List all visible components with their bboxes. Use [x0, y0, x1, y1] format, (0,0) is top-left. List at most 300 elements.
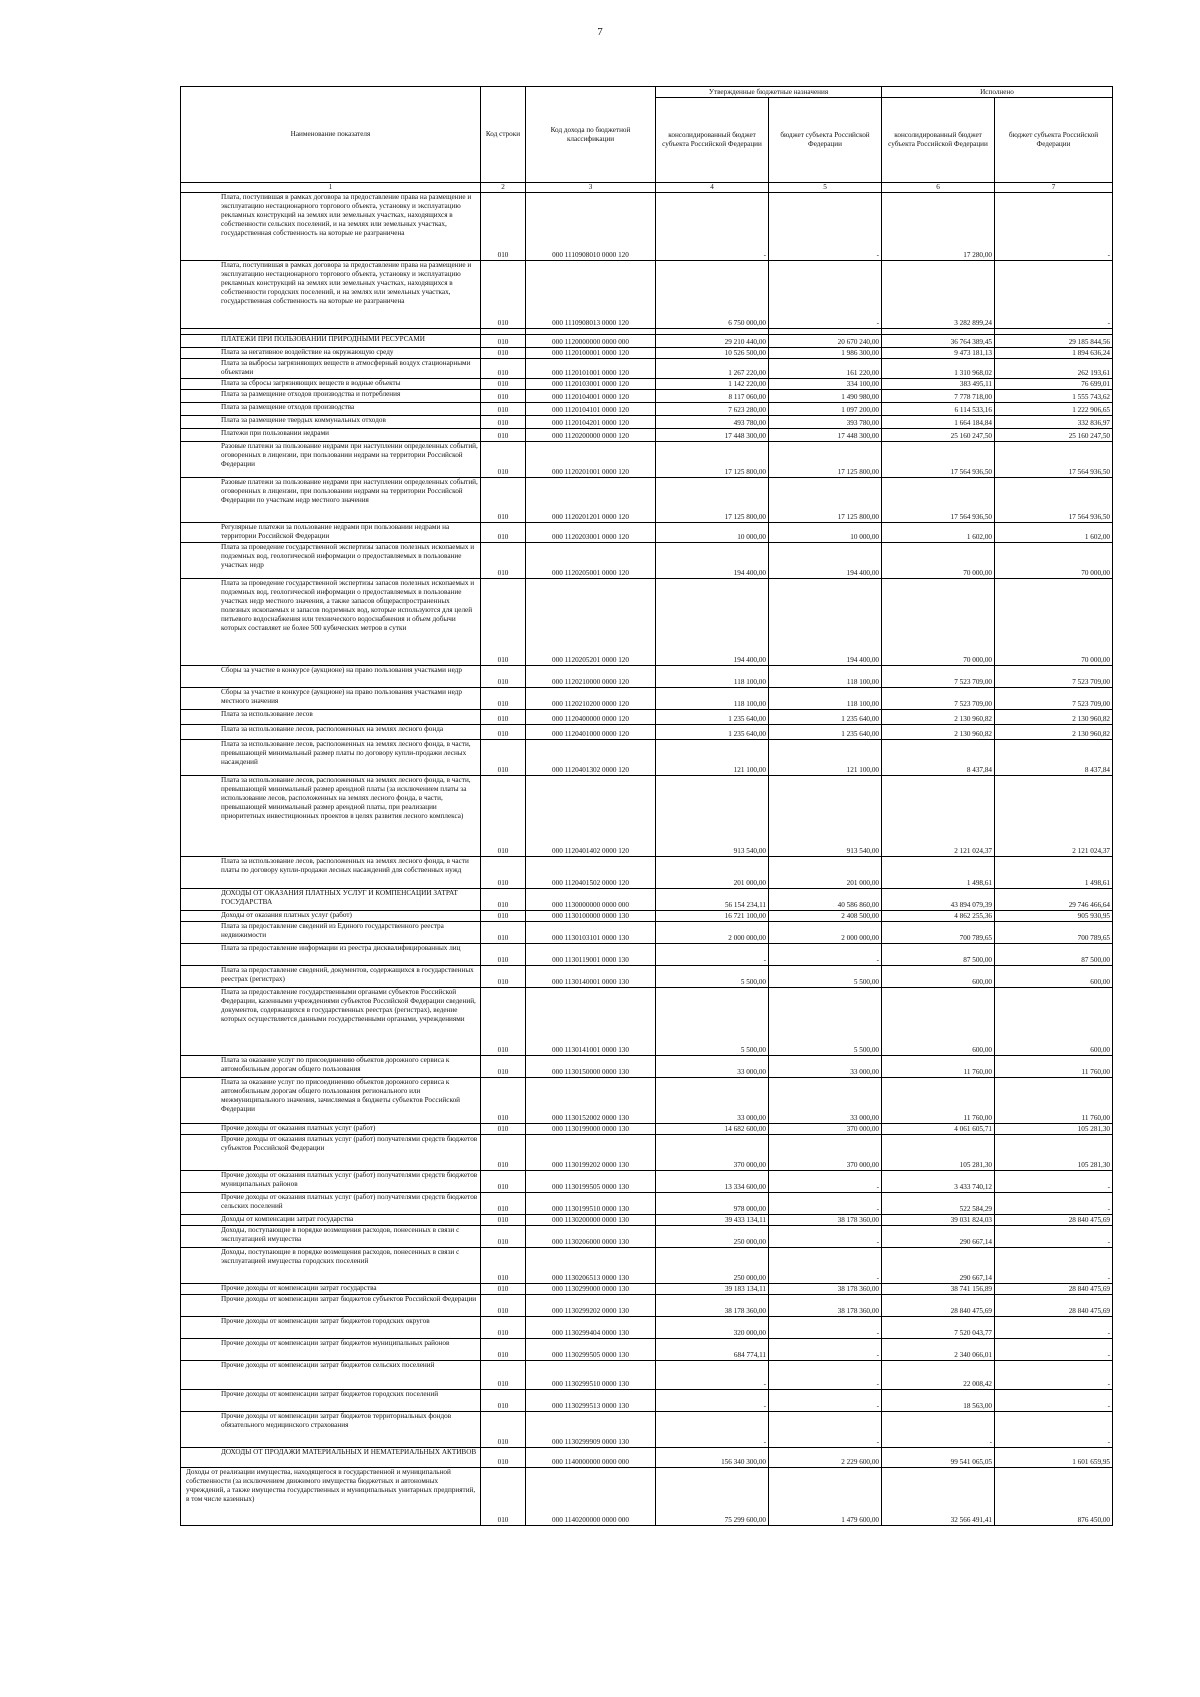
row-code-cell: 010 [481, 857, 526, 889]
row-name-cell [181, 922, 481, 944]
executed-subject-cell: 105 281,30 [995, 1124, 1113, 1135]
executed-consolidated-cell: 700 789,65 [882, 922, 995, 944]
approved-subject-cell: 17 125 800,00 [769, 442, 882, 478]
approved-consolidated-cell: 194 400,00 [656, 543, 769, 579]
row-name-text: Регулярные платежи за пользование недрами при пользовании недрами на территории Российской Федерации [221, 523, 450, 540]
row-name-text: Прочие доходы от оказания платных услуг (работ) получателями средств бюджетов субъектов Российской Федерации [221, 1135, 478, 1152]
row-code-cell: 010 [481, 988, 526, 1056]
approved-consolidated-cell: 10 000,00 [656, 523, 769, 543]
col-num: 5 [769, 183, 882, 193]
header-approved-group: Утвержденные бюджетные назначения [656, 87, 882, 98]
approved-subject-cell: 118 100,00 [769, 688, 882, 710]
executed-consolidated-cell: - [882, 1412, 995, 1448]
executed-consolidated-cell: 17 564 936,50 [882, 478, 995, 523]
table-row [181, 922, 1113, 944]
table-row [181, 710, 1113, 725]
executed-subject-cell: 25 160 247,50 [995, 429, 1113, 442]
executed-consolidated-cell: 87 500,00 [882, 944, 995, 966]
table-row [181, 1226, 1113, 1248]
executed-consolidated-cell: 6 114 533,16 [882, 403, 995, 416]
approved-consolidated-cell: 39 433 134,11 [656, 1215, 769, 1226]
row-name-cell [181, 261, 481, 329]
approved-consolidated-cell: 39 183 134,11 [656, 1284, 769, 1295]
row-kbk-cell: 000 1130299513 0000 130 [526, 1390, 656, 1412]
executed-consolidated-cell: 600,00 [882, 988, 995, 1056]
executed-subject-cell: 87 500,00 [995, 944, 1113, 966]
row-name-cell [181, 988, 481, 1056]
row-kbk-cell: 000 1130141001 0000 130 [526, 988, 656, 1056]
executed-consolidated-cell: 2 130 960,82 [882, 725, 995, 740]
row-kbk-cell: 000 1130100000 0000 130 [526, 911, 656, 922]
row-kbk-cell: 000 1120205201 0000 120 [526, 579, 656, 666]
row-name-text: Плата за выбросы загрязняющих веществ в атмосферный воздух стационарными объектами [221, 359, 471, 376]
row-code-cell: 010 [481, 1412, 526, 1448]
approved-consolidated-cell: 201 000,00 [656, 857, 769, 889]
table-row [181, 1056, 1113, 1078]
table-row [181, 988, 1113, 1056]
executed-consolidated-cell: 11 760,00 [882, 1056, 995, 1078]
report-body [181, 193, 1113, 1526]
row-name-text: Плата, поступившая в рамках договора за предоставление права на размещение и эксплуатацию нестационарного торгового объекта, установку и эксплуатацию рекламных конструкций на землях или земельных участках, находящихся в собственности городских поселений, и на землях или земельных участках, государственная собственность на которые не разграничена [221, 261, 472, 305]
approved-consolidated-cell: 14 682 600,00 [656, 1124, 769, 1135]
executed-consolidated-cell: 383 495,11 [882, 379, 995, 390]
row-kbk-cell: 000 1120401302 0000 120 [526, 740, 656, 776]
approved-consolidated-cell: 6 750 000,00 [656, 261, 769, 329]
executed-consolidated-cell: 7 523 709,00 [882, 666, 995, 688]
executed-consolidated-cell: 18 563,00 [882, 1390, 995, 1412]
approved-consolidated-cell: - [656, 944, 769, 966]
row-code-cell: 010 [481, 442, 526, 478]
approved-consolidated-cell: 1 267 220,00 [656, 359, 769, 379]
approved-consolidated-cell: 156 340 300,00 [656, 1448, 769, 1468]
row-name-cell [181, 725, 481, 740]
approved-subject-cell: - [769, 193, 882, 261]
row-name-cell [181, 966, 481, 988]
row-name-cell [181, 1056, 481, 1078]
approved-subject-cell: 194 400,00 [769, 543, 882, 579]
row-name-cell [181, 688, 481, 710]
row-kbk-cell: 000 1130199510 0000 130 [526, 1193, 656, 1215]
table-row [181, 1468, 1113, 1526]
table-row [181, 1171, 1113, 1193]
row-name-cell [181, 1284, 481, 1295]
row-name-cell [181, 1361, 481, 1390]
row-code-cell: 010 [481, 1124, 526, 1135]
approved-subject-cell: 38 178 360,00 [769, 1284, 882, 1295]
table-row [181, 261, 1113, 329]
executed-consolidated-cell: 1 664 184,84 [882, 416, 995, 429]
row-code-cell: 010 [481, 966, 526, 988]
executed-subject-cell: 1 222 906,65 [995, 403, 1113, 416]
approved-consolidated-cell: 56 154 234,11 [656, 889, 769, 911]
row-code-cell: 010 [481, 688, 526, 710]
row-name-text: Прочие доходы от оказания платных услуг (работ) [221, 1124, 376, 1132]
row-name-text: Плата за размещение твердых коммунальных отходов [221, 416, 386, 424]
approved-consolidated-cell: 1 235 640,00 [656, 710, 769, 725]
approved-subject-cell: - [769, 1390, 882, 1412]
row-name-text: Плата за предоставление сведений, документов, содержащихся в государственных реестрах (регистрах) [221, 966, 474, 983]
row-code-cell: 010 [481, 1193, 526, 1215]
executed-subject-cell: - [995, 261, 1113, 329]
approved-subject-cell: 33 000,00 [769, 1056, 882, 1078]
table-row [181, 1412, 1113, 1448]
row-name-text: Разовые платежи за пользование недрами при наступлении определенных событий, оговоренных в лицензии, при пользовании недрами на территории Российской Федерации по участкам недр местного значения [221, 478, 478, 504]
row-code-cell: 010 [481, 1215, 526, 1226]
executed-consolidated-cell: 9 473 181,13 [882, 348, 995, 359]
row-code-cell: 010 [481, 666, 526, 688]
executed-subject-cell: 700 789,65 [995, 922, 1113, 944]
approved-subject-cell: - [769, 1248, 882, 1284]
executed-consolidated-cell: 600,00 [882, 966, 995, 988]
approved-consolidated-cell: 320 000,00 [656, 1317, 769, 1339]
approved-consolidated-cell: 978 000,00 [656, 1193, 769, 1215]
row-code-cell: 010 [481, 1390, 526, 1412]
row-kbk-cell: 000 1140200000 0000 000 [526, 1468, 656, 1526]
col-num: 4 [656, 183, 769, 193]
table-row [181, 688, 1113, 710]
table-row [181, 1390, 1113, 1412]
executed-subject-cell: 1 555 743,62 [995, 390, 1113, 403]
row-code-cell: 010 [481, 1317, 526, 1339]
executed-consolidated-cell: 1 498,61 [882, 857, 995, 889]
row-kbk-cell: 000 1120401000 0000 120 [526, 725, 656, 740]
table-row [181, 1317, 1113, 1339]
table-row [181, 579, 1113, 666]
row-kbk-cell: 000 1130299202 0000 130 [526, 1295, 656, 1317]
page-number: 7 [597, 26, 603, 38]
executed-subject-cell: 1 601 659,95 [995, 1448, 1113, 1468]
approved-subject-cell: 1 235 640,00 [769, 710, 882, 725]
row-kbk-cell: 000 1130299505 0000 130 [526, 1339, 656, 1361]
row-name-cell [181, 666, 481, 688]
table-row [181, 403, 1113, 416]
executed-subject-cell: 28 840 475,69 [995, 1284, 1113, 1295]
approved-subject-cell: 161 220,00 [769, 359, 882, 379]
row-name-text: Плата за размещение отходов производства и потребления [221, 390, 401, 398]
row-name-cell [181, 1390, 481, 1412]
executed-subject-cell: 11 760,00 [995, 1078, 1113, 1124]
row-name-cell [181, 1317, 481, 1339]
row-code-cell: 010 [481, 1339, 526, 1361]
approved-subject-cell: 17 125 800,00 [769, 478, 882, 523]
row-name-text: Доходы от реализации имущества, находящегося в государственной и муниципальной собственности (за исключением движимого имущества бюджетных и автономных учреждений, а также имущества государственных и муниципальных унитарных предприятий, в том числе казенных) [186, 1468, 476, 1503]
row-code-cell: 010 [481, 1226, 526, 1248]
executed-subject-cell: - [995, 1412, 1113, 1448]
approved-subject-cell: 5 500,00 [769, 988, 882, 1056]
row-kbk-cell: 000 1120210200 0000 120 [526, 688, 656, 710]
row-kbk-cell: 000 1120104001 0000 120 [526, 390, 656, 403]
approved-subject-cell: 1 235 640,00 [769, 725, 882, 740]
approved-subject-cell: - [769, 1171, 882, 1193]
row-name-text: Прочие доходы от оказания платных услуг (работ) получателями средств бюджетов сельских поселений [221, 1193, 478, 1210]
approved-subject-cell: 38 178 360,00 [769, 1295, 882, 1317]
approved-consolidated-cell: 33 000,00 [656, 1056, 769, 1078]
row-name-text: Доходы от компенсации затрат государства [221, 1215, 354, 1223]
row-kbk-cell: 000 1120203001 0000 120 [526, 523, 656, 543]
table-row [181, 1248, 1113, 1284]
approved-subject-cell: 201 000,00 [769, 857, 882, 889]
executed-consolidated-cell: 11 760,00 [882, 1078, 995, 1124]
row-code-cell: 010 [481, 944, 526, 966]
executed-subject-cell: 70 000,00 [995, 579, 1113, 666]
approved-consolidated-cell: - [656, 1390, 769, 1412]
row-name-cell [181, 1078, 481, 1124]
approved-subject-cell: - [769, 1226, 882, 1248]
row-name-text: Прочие доходы от компенсации затрат бюджетов сельских поселений [221, 1361, 435, 1369]
approved-subject-cell: 370 000,00 [769, 1124, 882, 1135]
table-row [181, 1124, 1113, 1135]
table-row [181, 857, 1113, 889]
executed-subject-cell: 332 836,97 [995, 416, 1113, 429]
row-name-text: Плата, поступившая в рамках договора за предоставление права на размещение и эксплуатацию нестационарного торгового объекта, установку и эксплуатацию рекламных конструкций на землях или земельных участках, находящихся в собственности сельских поселений, и на землях или земельных участках, государственная собственность на которые не разграничена [221, 193, 472, 237]
approved-consolidated-cell: 29 210 440,00 [656, 335, 769, 348]
approved-subject-cell: 5 500,00 [769, 966, 882, 988]
approved-consolidated-cell: 194 400,00 [656, 579, 769, 666]
executed-consolidated-cell: 3 433 740,12 [882, 1171, 995, 1193]
header-name: Наименование показателя [181, 87, 481, 183]
row-code-cell: 010 [481, 379, 526, 390]
approved-subject-cell: - [769, 1412, 882, 1448]
row-code-cell: 010 [481, 403, 526, 416]
approved-subject-cell: - [769, 944, 882, 966]
approved-subject-cell: - [769, 1317, 882, 1339]
row-name-text: Доходы, поступающие в порядке возмещения расходов, понесенных в связи с эксплуатацией имущества [221, 1226, 460, 1243]
approved-consolidated-cell: 17 125 800,00 [656, 442, 769, 478]
table-row [181, 944, 1113, 966]
executed-subject-cell: 1 894 636,24 [995, 348, 1113, 359]
approved-subject-cell: 20 670 240,00 [769, 335, 882, 348]
row-name-cell [181, 523, 481, 543]
table-row [181, 1339, 1113, 1361]
row-kbk-cell: 000 1130299510 0000 130 [526, 1361, 656, 1390]
row-code-cell: 010 [481, 416, 526, 429]
row-name-text: Плата за использование лесов, расположенных на землях лесного фонда, в части платы по договору купли-продажи лесных насаждений для собственных нужд [221, 857, 469, 874]
header-executed-consolidated: консолидированный бюджет субъекта Российской Федерации [882, 98, 995, 183]
table-row [181, 911, 1113, 922]
table-row [181, 523, 1113, 543]
table-row [181, 1078, 1113, 1124]
row-name-text: Прочие доходы от компенсации затрат государства [221, 1284, 377, 1292]
row-code-cell: 010 [481, 889, 526, 911]
row-code-cell: 010 [481, 1448, 526, 1468]
approved-consolidated-cell: 493 780,00 [656, 416, 769, 429]
executed-consolidated-cell: 105 281,30 [882, 1135, 995, 1171]
approved-subject-cell: - [769, 1339, 882, 1361]
executed-consolidated-cell: 99 541 065,05 [882, 1448, 995, 1468]
row-name-text: Доходы от оказания платных услуг (работ) [221, 911, 352, 919]
row-code-cell: 010 [481, 523, 526, 543]
executed-subject-cell: 70 000,00 [995, 543, 1113, 579]
executed-subject-cell: 8 437,84 [995, 740, 1113, 776]
executed-consolidated-cell: 522 584,29 [882, 1193, 995, 1215]
approved-consolidated-cell: 17 125 800,00 [656, 478, 769, 523]
table-row [181, 335, 1113, 348]
row-name-text: Плата за предоставление информации из реестра дисквалифицированных лиц [221, 944, 461, 952]
executed-subject-cell: 28 840 475,69 [995, 1295, 1113, 1317]
row-kbk-cell: 000 1140000000 0000 000 [526, 1448, 656, 1468]
row-name-cell [181, 403, 481, 416]
row-code-cell: 010 [481, 579, 526, 666]
approved-consolidated-cell: 10 526 500,00 [656, 348, 769, 359]
row-kbk-cell: 000 1130000000 0000 000 [526, 889, 656, 911]
executed-subject-cell: - [995, 1171, 1113, 1193]
executed-consolidated-cell: 32 566 491,41 [882, 1468, 995, 1526]
row-kbk-cell: 000 1130199505 0000 130 [526, 1171, 656, 1193]
row-kbk-cell: 000 1130140001 0000 130 [526, 966, 656, 988]
row-code-cell: 010 [481, 348, 526, 359]
row-name-text: Прочие доходы от компенсации затрат бюджетов субъектов Российской Федерации [221, 1295, 477, 1303]
executed-consolidated-cell: 36 764 389,45 [882, 335, 995, 348]
approved-consolidated-cell: 118 100,00 [656, 666, 769, 688]
executed-subject-cell: 2 121 024,37 [995, 776, 1113, 857]
row-code-cell: 010 [481, 1056, 526, 1078]
row-name-cell [181, 359, 481, 379]
row-name-text: ДОХОДЫ ОТ ОКАЗАНИЯ ПЛАТНЫХ УСЛУГ И КОМПЕНСАЦИИ ЗАТРАТ ГОСУДАРСТВА [221, 889, 458, 906]
executed-subject-cell: - [995, 1390, 1113, 1412]
approved-subject-cell: 393 780,00 [769, 416, 882, 429]
executed-consolidated-cell: 3 282 899,24 [882, 261, 995, 329]
table-row [181, 740, 1113, 776]
row-name-cell [181, 1448, 481, 1468]
approved-consolidated-cell: 1 235 640,00 [656, 725, 769, 740]
row-name-cell [181, 710, 481, 725]
row-name-cell [181, 543, 481, 579]
col-num: 6 [882, 183, 995, 193]
row-name-cell [181, 379, 481, 390]
row-code-cell: 010 [481, 710, 526, 725]
row-name-text: Плата за сбросы загрязняющих веществ в водные объекты [221, 379, 401, 387]
row-name-text: Сборы за участие в конкурсе (аукционе) на право пользования участками недр местного значения [221, 688, 462, 705]
row-kbk-cell: 000 1120103001 0000 120 [526, 379, 656, 390]
row-name-cell [181, 1226, 481, 1248]
executed-subject-cell: 11 760,00 [995, 1056, 1113, 1078]
row-kbk-cell: 000 1130206000 0000 130 [526, 1226, 656, 1248]
row-name-cell [181, 1171, 481, 1193]
table-row [181, 348, 1113, 359]
approved-subject-cell: 1 490 980,00 [769, 390, 882, 403]
row-code-cell: 010 [481, 776, 526, 857]
table-row [181, 379, 1113, 390]
row-name-cell [181, 193, 481, 261]
approved-consolidated-cell: 7 623 280,00 [656, 403, 769, 416]
row-code-cell: 010 [481, 1171, 526, 1193]
executed-subject-cell: - [995, 1339, 1113, 1361]
table-row [181, 1295, 1113, 1317]
row-name-cell [181, 1193, 481, 1215]
executed-subject-cell: 1 602,00 [995, 523, 1113, 543]
row-kbk-cell: 000 1110908013 0000 120 [526, 261, 656, 329]
row-kbk-cell: 000 1130199000 0000 130 [526, 1124, 656, 1135]
executed-subject-cell: 600,00 [995, 966, 1113, 988]
row-kbk-cell: 000 1130119001 0000 130 [526, 944, 656, 966]
approved-consolidated-cell: 913 540,00 [656, 776, 769, 857]
approved-consolidated-cell: 17 448 300,00 [656, 429, 769, 442]
approved-consolidated-cell: 1 142 220,00 [656, 379, 769, 390]
row-name-cell [181, 740, 481, 776]
approved-subject-cell: - [769, 1361, 882, 1390]
row-kbk-cell: 000 1120400000 0000 120 [526, 710, 656, 725]
executed-consolidated-cell: 17 564 936,50 [882, 442, 995, 478]
approved-subject-cell: - [769, 261, 882, 329]
row-kbk-cell: 000 1120104101 0000 120 [526, 403, 656, 416]
executed-consolidated-cell: 290 667,14 [882, 1226, 995, 1248]
executed-subject-cell: 1 498,61 [995, 857, 1113, 889]
approved-subject-cell: 1 097 200,00 [769, 403, 882, 416]
approved-consolidated-cell: 38 178 360,00 [656, 1295, 769, 1317]
table-row [181, 666, 1113, 688]
row-code-cell: 010 [481, 1284, 526, 1295]
row-name-cell [181, 1124, 481, 1135]
approved-consolidated-cell: 370 000,00 [656, 1135, 769, 1171]
executed-subject-cell: - [995, 1361, 1113, 1390]
row-kbk-cell: 000 1120000000 0000 000 [526, 335, 656, 348]
row-name-text: Плата за проведение государственной экспертизы запасов полезных ископаемых и подземных вод, геологической информации о предоставляемых в пользование участках недр [221, 543, 475, 569]
row-kbk-cell: 000 1120401402 0000 120 [526, 776, 656, 857]
row-name-cell [181, 348, 481, 359]
executed-subject-cell: - [995, 1317, 1113, 1339]
executed-consolidated-cell: 2 121 024,37 [882, 776, 995, 857]
row-code-cell: 010 [481, 1361, 526, 1390]
approved-subject-cell: 10 000,00 [769, 523, 882, 543]
executed-subject-cell: 262 193,61 [995, 359, 1113, 379]
row-name-text: Плата за оказание услуг по присоединению объектов дорожного сервиса к автомобильным дорогам общего пользования регионального или межмуниципального значения, зачисляемая в бюджеты субъектов Российской Федерации [221, 1078, 461, 1113]
row-code-cell: 010 [481, 725, 526, 740]
approved-consolidated-cell: - [656, 1361, 769, 1390]
header-approved-subject: бюджет субъекта Российской Федерации [769, 98, 882, 183]
row-name-cell [181, 1412, 481, 1448]
approved-subject-cell: 194 400,00 [769, 579, 882, 666]
row-kbk-cell: 000 1130103101 0000 130 [526, 922, 656, 944]
row-name-cell [181, 911, 481, 922]
row-code-cell: 010 [481, 543, 526, 579]
row-name-text: Плата за размещение отходов производства [221, 403, 355, 411]
row-name-cell [181, 776, 481, 857]
table-row [181, 390, 1113, 403]
table-row [181, 889, 1113, 911]
row-code-cell: 010 [481, 922, 526, 944]
row-code-cell: 010 [481, 261, 526, 329]
row-name-cell [181, 579, 481, 666]
table-row [181, 429, 1113, 442]
header-executed-subject: бюджет субъекта Российской Федерации [995, 98, 1113, 183]
row-name-cell [181, 390, 481, 403]
row-name-cell [181, 335, 481, 348]
executed-consolidated-cell: 7 520 043,77 [882, 1317, 995, 1339]
executed-subject-cell: 105 281,30 [995, 1135, 1113, 1171]
executed-consolidated-cell: 290 667,14 [882, 1248, 995, 1284]
table-row [181, 543, 1113, 579]
approved-consolidated-cell: - [656, 193, 769, 261]
col-num: 1 [181, 183, 481, 193]
table-row [181, 776, 1113, 857]
row-code-cell: 010 [481, 1078, 526, 1124]
row-kbk-cell: 000 1120205001 0000 120 [526, 543, 656, 579]
executed-consolidated-cell: 70 000,00 [882, 579, 995, 666]
income-report-table [180, 86, 1113, 1526]
table-row [181, 359, 1113, 379]
row-code-cell: 010 [481, 478, 526, 523]
row-name-text: Разовые платежи за пользование недрами при наступлении определенных событий, оговоренных в лицензии, при пользовании недрами на территории Российской Федерации [221, 442, 478, 468]
table-row [181, 416, 1113, 429]
table-row [181, 193, 1113, 261]
row-kbk-cell: 000 1130199202 0000 130 [526, 1135, 656, 1171]
executed-consolidated-cell: 1 602,00 [882, 523, 995, 543]
approved-subject-cell: 2 000 000,00 [769, 922, 882, 944]
row-kbk-cell: 000 1130206513 0000 130 [526, 1248, 656, 1284]
row-name-text: Доходы, поступающие в порядке возмещения расходов, понесенных в связи с эксплуатацией имущества городских поселений [221, 1248, 460, 1265]
row-name-text: ПЛАТЕЖИ ПРИ ПОЛЬЗОВАНИИ ПРИРОДНЫМИ РЕСУРСАМИ [221, 335, 425, 343]
executed-subject-cell: 29 746 466,64 [995, 889, 1113, 911]
